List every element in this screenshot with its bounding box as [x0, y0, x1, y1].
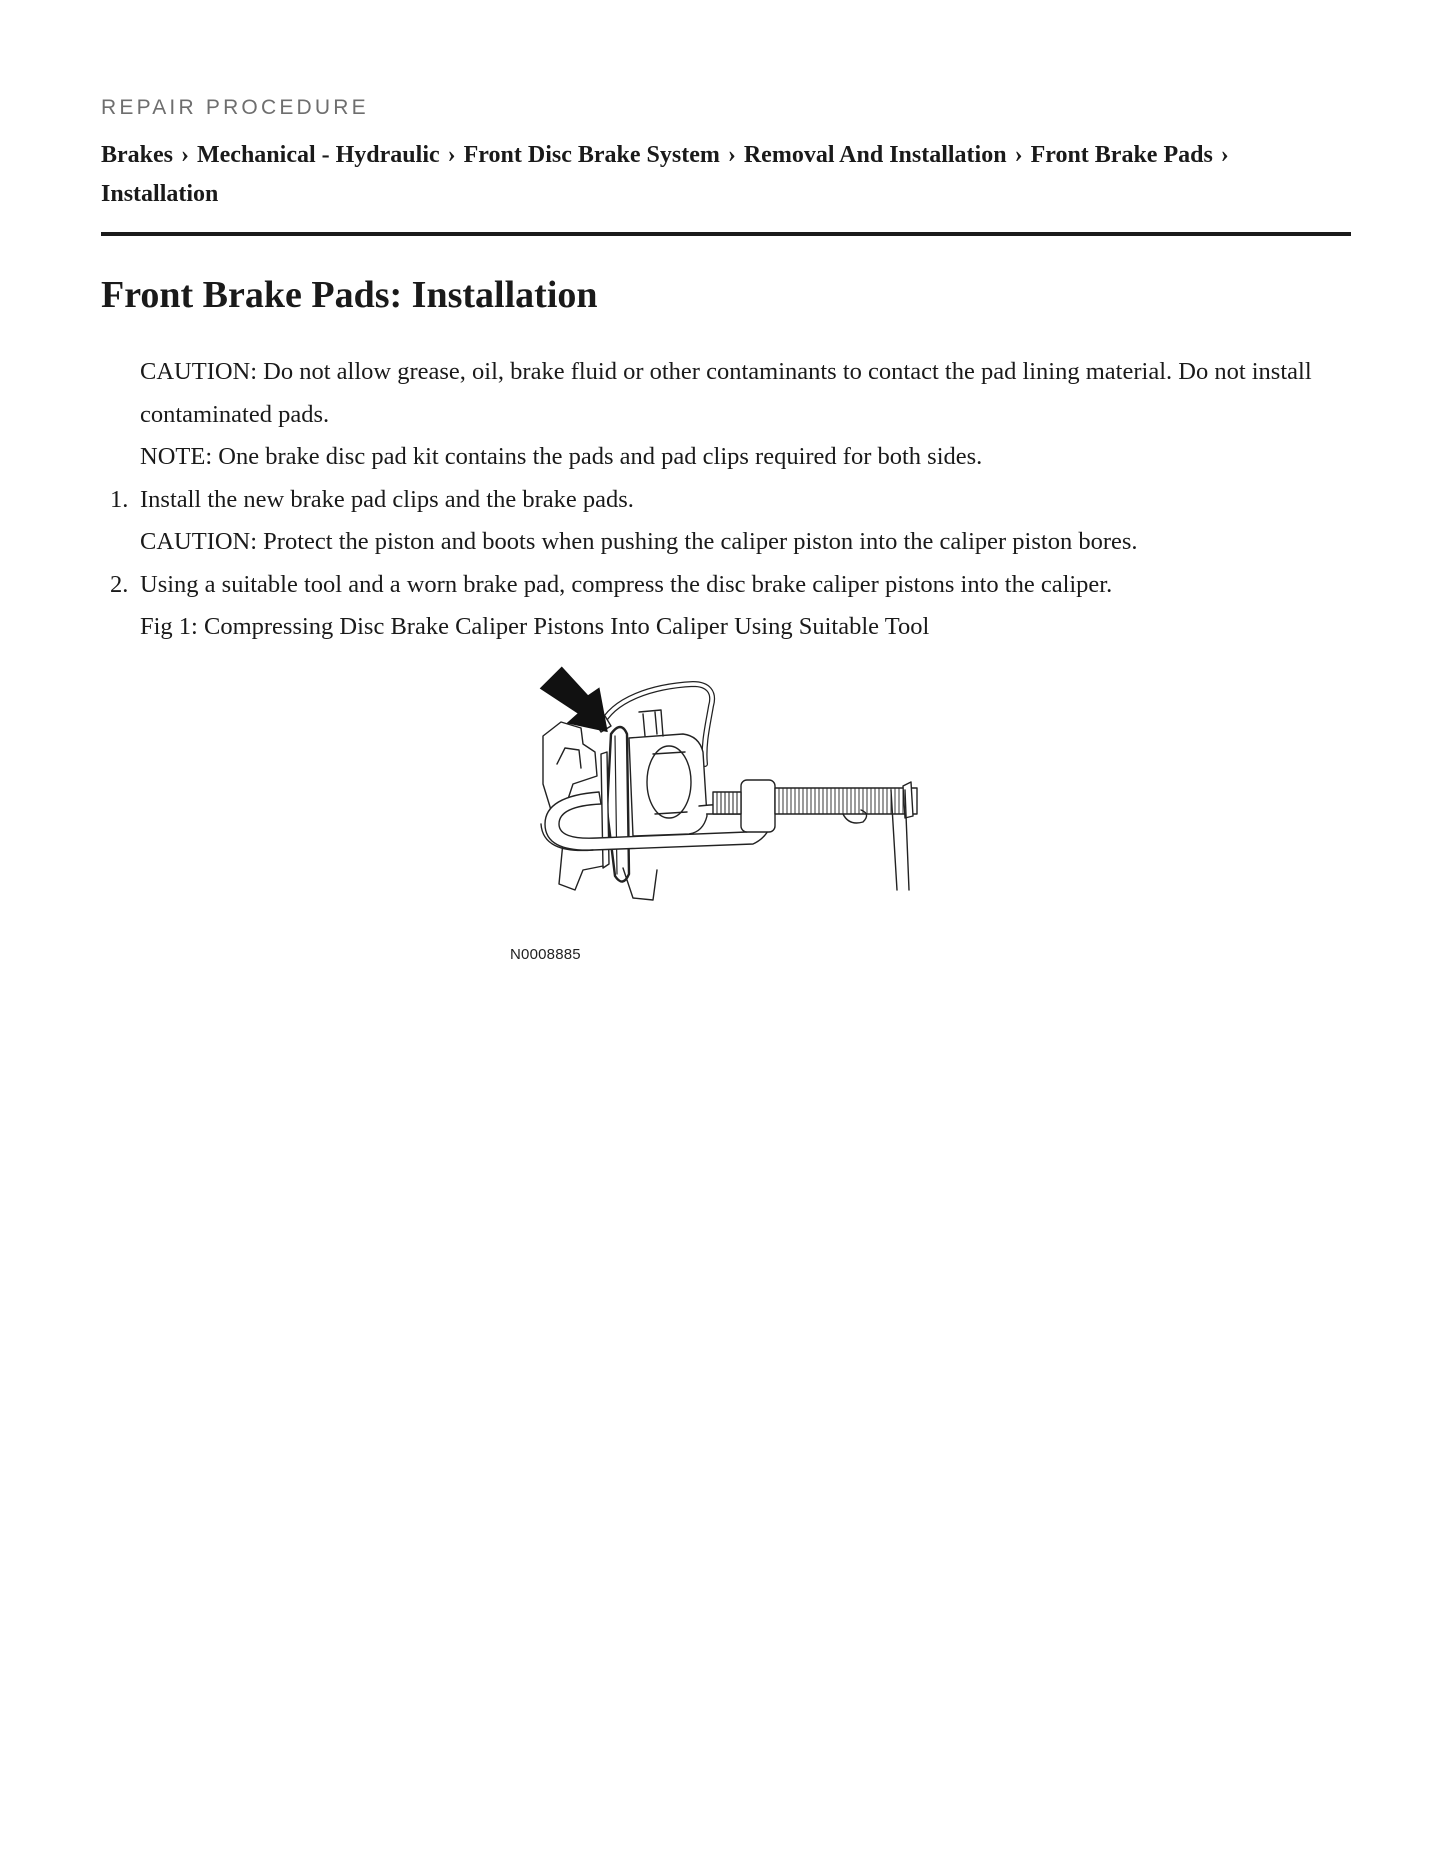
step-text: Install the new brake pad clips and the brake pads.: [140, 485, 634, 513]
section-kicker: REPAIR PROCEDURE: [101, 96, 369, 119]
list-item: [110, 564, 1440, 607]
breadcrumb-item-installation[interactable]: Installation: [101, 181, 219, 207]
caution-1: CAUTION: Do not allow grease, oil, brake fluid or other contaminants to contact the pad lining material. Do not install contaminated pads.: [140, 358, 1312, 428]
figure-caption: Fig 1: Compressing Disc Brake Caliper Pistons Into Caliper Using Suitable Tool: [140, 613, 930, 640]
header-divider: [101, 232, 1351, 236]
breadcrumb-item-mechanical-hydraulic[interactable]: Mechanical - Hydraulic: [197, 142, 440, 168]
breadcrumb-separator: ›: [1220, 142, 1229, 168]
procedure-body: [101, 351, 1440, 649]
breadcrumb-separator: ›: [447, 142, 456, 168]
breadcrumb-item-front-disc-brake-system[interactable]: Front Disc Brake System: [463, 142, 720, 168]
page-title: Front Brake Pads: Installation: [101, 274, 598, 316]
caliper-compression-illustration: [503, 664, 993, 974]
breadcrumb-separator: ›: [1014, 142, 1023, 168]
document-page: [101, 94, 1351, 963]
breadcrumb-item-removal-and-installation[interactable]: Removal And Installation: [743, 142, 1007, 168]
breadcrumb-separator: ›: [727, 142, 736, 168]
breadcrumb: [101, 136, 1351, 214]
breadcrumb-separator: ›: [181, 142, 189, 168]
breadcrumb-item-brakes[interactable]: Brakes: [101, 142, 173, 168]
step-text: Using a suitable tool and a worn brake pad, compress the disc brake caliper pistons into the caliper.: [140, 570, 1113, 598]
note-text: NOTE: One brake disc pad kit contains the pads and pad clips required for both sides.: [140, 443, 983, 470]
breadcrumb-item-front-brake-pads[interactable]: Front Brake Pads: [1030, 142, 1213, 168]
list-item: [110, 479, 1440, 522]
caution-text: CAUTION: Protect the piston and boots when pushing the caliper piston into the caliper piston bores.: [140, 528, 1138, 555]
caliper-tool-drawing: [503, 664, 993, 954]
step-number: 2.: [110, 570, 129, 598]
caution-text: [140, 351, 1440, 436]
step-number: 1.: [110, 485, 129, 513]
figure-code-label: N0008885: [510, 946, 581, 963]
